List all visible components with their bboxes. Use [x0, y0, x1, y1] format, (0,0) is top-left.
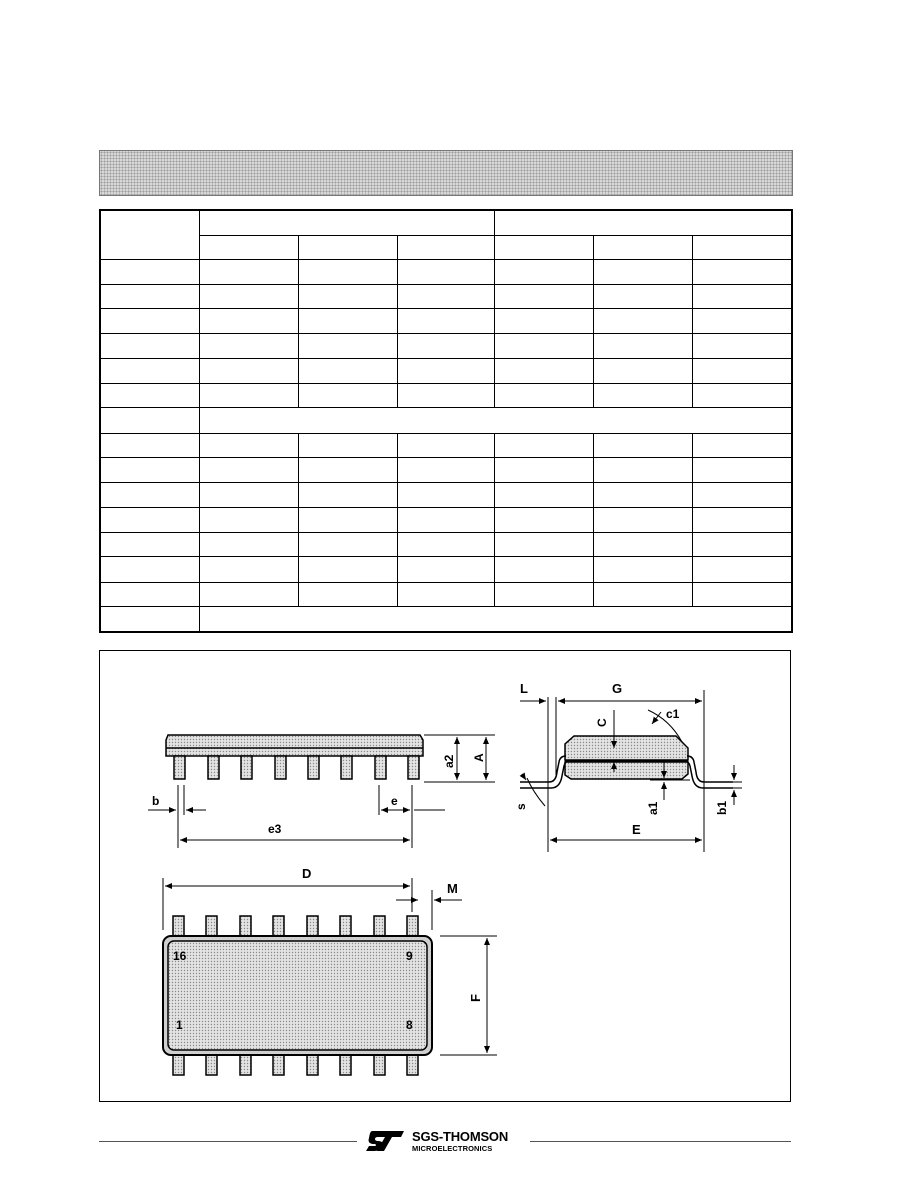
label-M: M: [447, 881, 458, 896]
label-A: A: [472, 753, 486, 762]
side-leads: [174, 756, 419, 779]
label-e: e: [391, 794, 398, 808]
label-G: G: [612, 681, 623, 696]
label-E: E: [632, 822, 641, 837]
label-a1: a1: [646, 801, 660, 815]
label-s: s: [514, 803, 528, 810]
end-view: [520, 690, 742, 852]
label-b: b: [152, 794, 160, 808]
label-b1: b1: [715, 800, 729, 815]
pin-1-label: 1: [176, 1018, 183, 1032]
label-c1: c1: [666, 707, 680, 721]
footer-rule-right: [530, 1141, 791, 1142]
label-e3: e3: [268, 822, 282, 836]
top-leads-lower: [173, 1054, 418, 1075]
top-leads-upper: [173, 916, 418, 937]
side-view: [148, 735, 495, 848]
label-C: C: [595, 718, 609, 727]
pin-16-label: 16: [173, 949, 187, 963]
company-division: MICROELECTRONICS: [412, 1144, 493, 1153]
st-logo: [364, 1128, 524, 1156]
label-F: F: [468, 994, 483, 1002]
label-a2: a2: [442, 754, 456, 768]
top-view: [163, 878, 497, 1075]
st-logo-icon: [364, 1128, 408, 1154]
label-L: L: [520, 681, 528, 696]
pin-8-label: 8: [406, 1018, 413, 1032]
pin-9-label: 9: [406, 949, 413, 963]
company-name: SGS-THOMSON: [412, 1129, 509, 1144]
label-D: D: [302, 866, 312, 881]
footer-rule-left: [99, 1141, 357, 1142]
